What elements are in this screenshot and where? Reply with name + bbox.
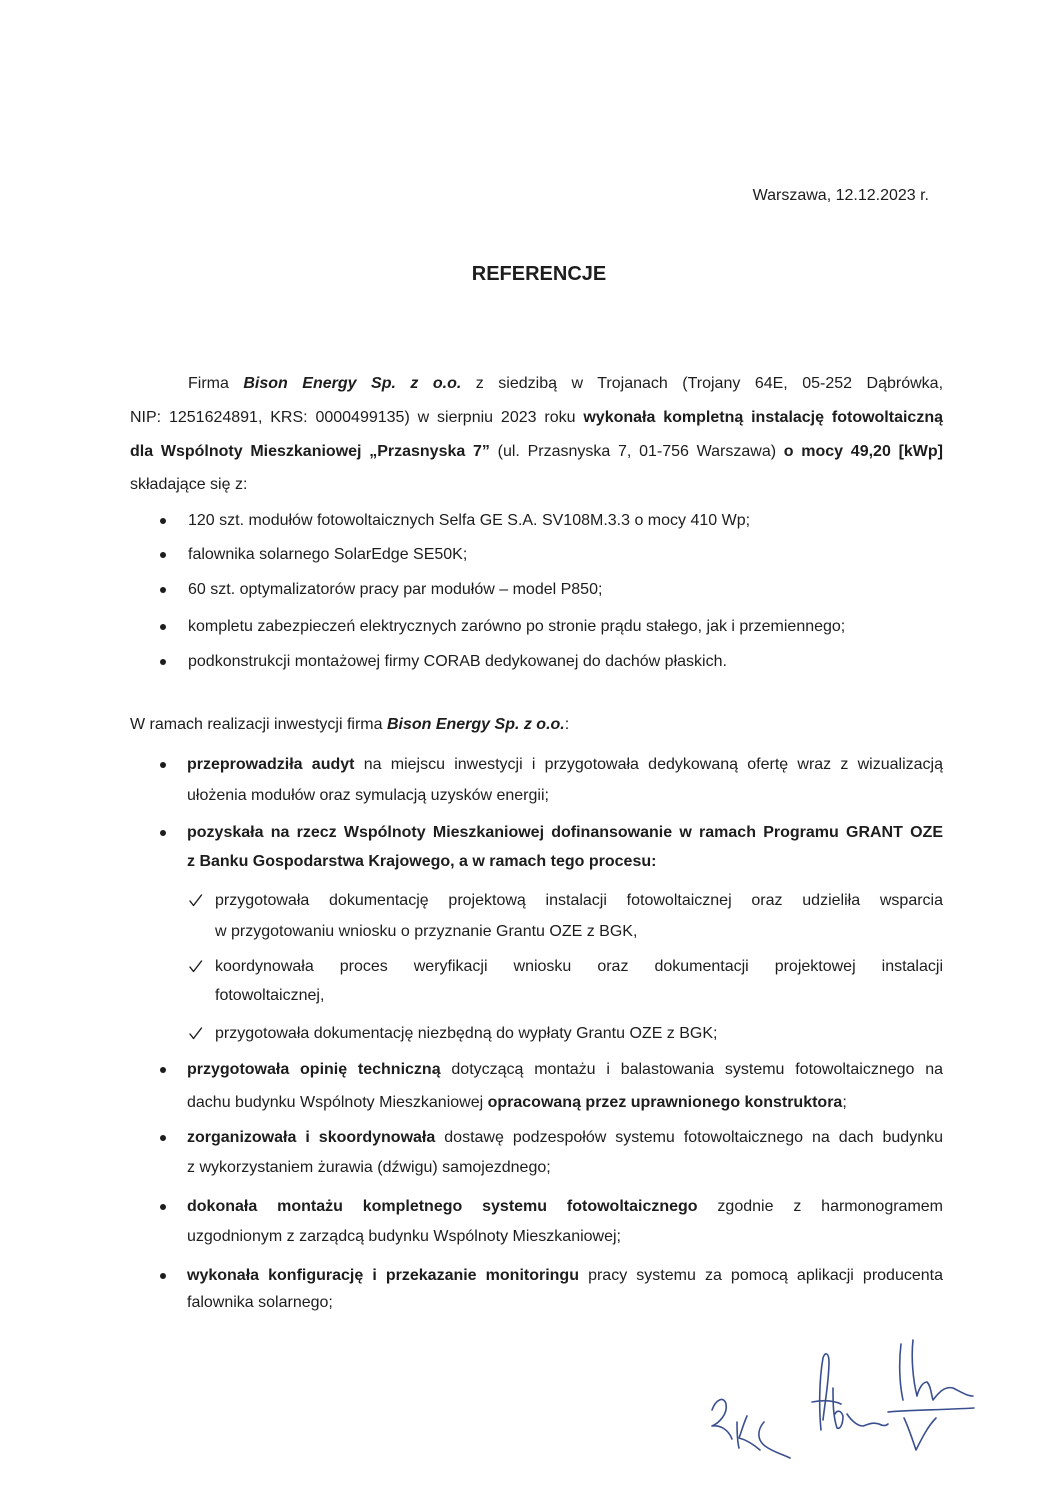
bullet-icon: [160, 762, 166, 768]
activities-intro: [130, 714, 943, 736]
document-title: REFERENCJE: [471, 263, 607, 285]
list-item: [150, 754, 945, 807]
signature-3: [888, 1340, 974, 1450]
bullet-icon: [160, 518, 166, 524]
sub-list-item-line: przygotowała dokumentację projektową instalacji fotowoltaicznej oraz udzieliła wsparcia: [215, 892, 943, 909]
list-item-line: pozyskała na rzecz Wspólnoty Mieszkaniowej dofinansowanie w ramach Programu GRANT OZE: [187, 824, 943, 841]
list-item-line: z Banku Gospodarstwa Krajowego, a w ramach tego procesu:: [187, 853, 657, 870]
list-item-text: podkonstrukcji montażowej firmy CORAB dedykowanej do dachów płaskich.: [188, 653, 727, 670]
activities-list: [150, 754, 945, 1314]
list-item-text: falownika solarnego SolarEdge SE50K;: [188, 546, 468, 563]
sub-list-item-line: fotowoltaicznej,: [215, 987, 325, 1004]
bullet-icon: [160, 659, 166, 665]
activities-intro-text: :: [564, 716, 570, 733]
bullet-icon: [160, 1273, 166, 1279]
sub-list-item: [150, 1023, 945, 1045]
list-item-line: uzgodnionym z zarządcą budynku Wspólnoty Mieszkaniowej;: [187, 1228, 621, 1245]
activity-emphasis: opracowaną przez uprawnionego konstruktora: [487, 1094, 843, 1111]
bullet-icon: [160, 830, 166, 836]
sub-list-item-line: w przygotowaniu wniosku o przyznanie Grantu OZE z BGK,: [215, 923, 638, 940]
sub-list-item-line: przygotowała dokumentację niezbędną do wypłaty Grantu OZE z BGK;: [215, 1025, 718, 1042]
list-item-line: ułożenia modułów oraz symulacją uzysków energii;: [187, 787, 549, 804]
sub-list-item: [150, 890, 945, 943]
company-name: Bison Energy Sp. z o.o.: [386, 716, 565, 733]
bullet-icon: [160, 552, 166, 558]
list-item: [150, 1059, 945, 1114]
intro-text: (ul. Przasnyska 7, 01-756 Warszawa): [489, 443, 784, 460]
intro-text: z siedzibą w Trojanach (Trojany 64E, 05-252 Dąbrówka,: [461, 375, 944, 392]
list-item: [150, 510, 945, 532]
list-item-line: [187, 1196, 943, 1218]
activity-text: na miejscu inwestycji i przygotowała dedykowaną ofertę wraz z wizualizacją: [354, 756, 943, 773]
activity-text: dotyczącą montażu i balastowania systemu fotowoltaicznego na: [440, 1061, 944, 1078]
list-item: [150, 1127, 945, 1179]
activities-intro-text: W ramach realizacji inwestycji firma: [130, 716, 387, 733]
company-name: Bison Energy Sp. z o.o.: [243, 375, 462, 392]
check-icon: [188, 959, 203, 974]
list-item-text: 120 szt. modułów fotowoltaicznych Selfa GE S.A. SV108M.3.3 o mocy 410 Wp;: [188, 512, 751, 529]
intro-emphasis: wykonała kompletną instalację fotowoltaiczną: [583, 409, 943, 426]
intro-emphasis: dla Wspólnoty Mieszkaniowej „Przasnyska 7”: [130, 443, 490, 460]
intro-line: składające się z:: [130, 476, 248, 493]
list-item-line: falownika solarnego;: [187, 1294, 333, 1311]
intro-line: [130, 441, 943, 463]
list-item: [150, 1265, 945, 1314]
activity-emphasis: zorganizowała i skoordynowała: [187, 1129, 436, 1146]
check-icon: [188, 893, 203, 908]
check-icon: [188, 1026, 203, 1041]
list-item-line: [187, 754, 943, 776]
activity-emphasis: wykonała konfigurację i przekazanie monitoringu: [187, 1267, 579, 1284]
bullet-icon: [160, 1204, 166, 1210]
intro-line: [130, 407, 943, 429]
list-item: [150, 579, 945, 601]
list-item: [150, 1196, 945, 1248]
list-item: [150, 822, 945, 1045]
installed-power: o mocy 49,20 [kWp]: [783, 443, 944, 460]
intro-text: NIP: 1251624891, KRS: 0000499135) w sierpniu 2023 roku: [130, 409, 584, 426]
sub-list: [150, 890, 945, 1045]
activity-emphasis: przygotowała opinię techniczną: [187, 1061, 441, 1078]
list-item-line: [187, 1059, 943, 1081]
intro-paragraph: [128, 373, 945, 496]
bullet-icon: [160, 1135, 166, 1141]
signatures: [690, 1330, 990, 1470]
list-item: [150, 651, 945, 673]
list-item: [150, 616, 945, 638]
list-item: [150, 544, 945, 566]
sub-list-item-line: koordynowała proces weryfikacji wniosku oraz dokumentacji projektowej instalacji: [215, 958, 943, 975]
intro-line: [188, 373, 943, 395]
bullet-icon: [160, 624, 166, 630]
list-item-line: [187, 1092, 943, 1114]
bullet-icon: [160, 1067, 166, 1073]
activity-emphasis: dokonała montażu kompletnego systemu fotowoltaicznego: [187, 1198, 698, 1215]
signature-1: [712, 1399, 790, 1458]
activity-text: zgodnie z harmonogramem: [697, 1198, 943, 1215]
list-item-line: z wykorzystaniem żurawia (dźwigu) samojezdnego;: [187, 1159, 551, 1176]
activity-text: ;: [842, 1094, 847, 1111]
activity-text: dostawę podzespołów systemu fotowoltaicznego na dach budynku: [435, 1129, 943, 1146]
place-and-date: Warszawa, 12.12.2023 r.: [752, 187, 929, 204]
scope-list: [150, 510, 945, 673]
list-item-text: 60 szt. optymalizatorów pracy par modułów – model P850;: [188, 581, 603, 598]
intro-text: Firma: [188, 375, 244, 392]
bullet-icon: [160, 587, 166, 593]
sub-list-item: [150, 956, 945, 1007]
list-item-line: [187, 1265, 943, 1287]
list-item-line: [187, 1127, 943, 1149]
activity-emphasis: przeprowadziła audyt: [187, 756, 355, 773]
activity-text: dachu budynku Wspólnoty Mieszkaniowej: [187, 1094, 488, 1111]
activity-text: pracy systemu za pomocą aplikacji producenta: [578, 1267, 943, 1284]
signature-2: [812, 1354, 888, 1430]
list-item-text: kompletu zabezpieczeń elektrycznych zarówno po stronie prądu stałego, jak i przemiennego;: [188, 618, 846, 635]
